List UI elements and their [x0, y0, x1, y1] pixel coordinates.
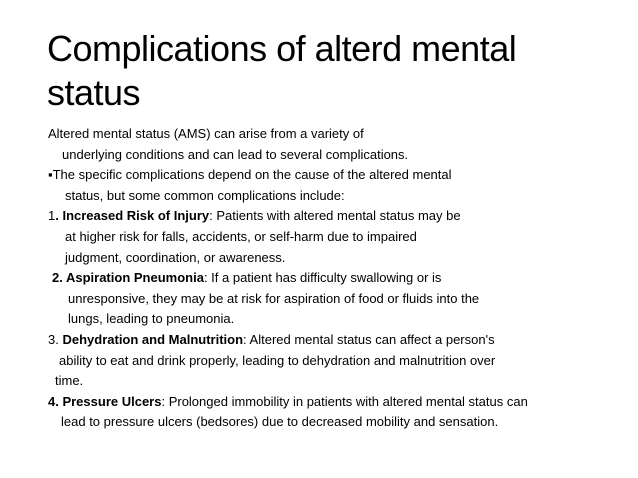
- item-1-text: : Patients with altered mental status may be: [209, 208, 461, 224]
- slide-title: [47, 27, 607, 115]
- item-2-line1: [48, 268, 608, 289]
- slide-title-line2: status: [47, 72, 141, 113]
- item-1-line2: at higher risk for falls, accidents, or self-harm due to impaired: [65, 228, 417, 244]
- item-3-line3: time.: [55, 373, 84, 389]
- item-2-line3: lungs, leading to pneumonia.: [68, 311, 235, 327]
- item-3-line1: [48, 330, 608, 351]
- item-1-line3: judgment, coordination, or awareness.: [65, 249, 286, 265]
- slide-body: [48, 124, 608, 433]
- item-2-heading: 2. Aspiration Pneumonia: [52, 270, 204, 286]
- item-2-text: : If a patient has difficulty swallowing or is: [203, 270, 442, 286]
- slide-title-line1: Complications of alterd mental: [47, 28, 517, 69]
- item-1-number: 1: [48, 208, 56, 224]
- item-3-number: 3.: [48, 331, 63, 347]
- bullet-line2: status, but some common complications include:: [65, 187, 345, 203]
- item-1-heading: . Increased Risk of Injury: [55, 208, 210, 224]
- item-2-line2: unresponsive, they may be at risk for aspiration of food or fluids into the: [68, 290, 480, 306]
- intro-line2: underlying conditions and can lead to several complications.: [62, 146, 409, 162]
- item-3-text: : Altered mental status can affect a person's: [243, 331, 495, 347]
- bullet-line1: ▪The specific complications depend on the cause of the altered mental: [48, 167, 452, 183]
- item-3-line2: ability to eat and drink properly, leading to dehydration and malnutrition over: [59, 352, 496, 368]
- intro-line1: Altered mental status (AMS) can arise from a variety of: [48, 126, 364, 141]
- item-4-text: : Prolonged immobility in patients with altered mental status can: [161, 393, 528, 409]
- item-4-line2: lead to pressure ulcers (bedsores) due to decreased mobility and sensation.: [61, 414, 499, 430]
- item-1-line1: [48, 206, 608, 227]
- item-4-heading: 4. Pressure Ulcers: [48, 393, 162, 409]
- item-3-heading: Dehydration and Malnutrition: [62, 331, 244, 347]
- item-4-line1: [48, 392, 608, 413]
